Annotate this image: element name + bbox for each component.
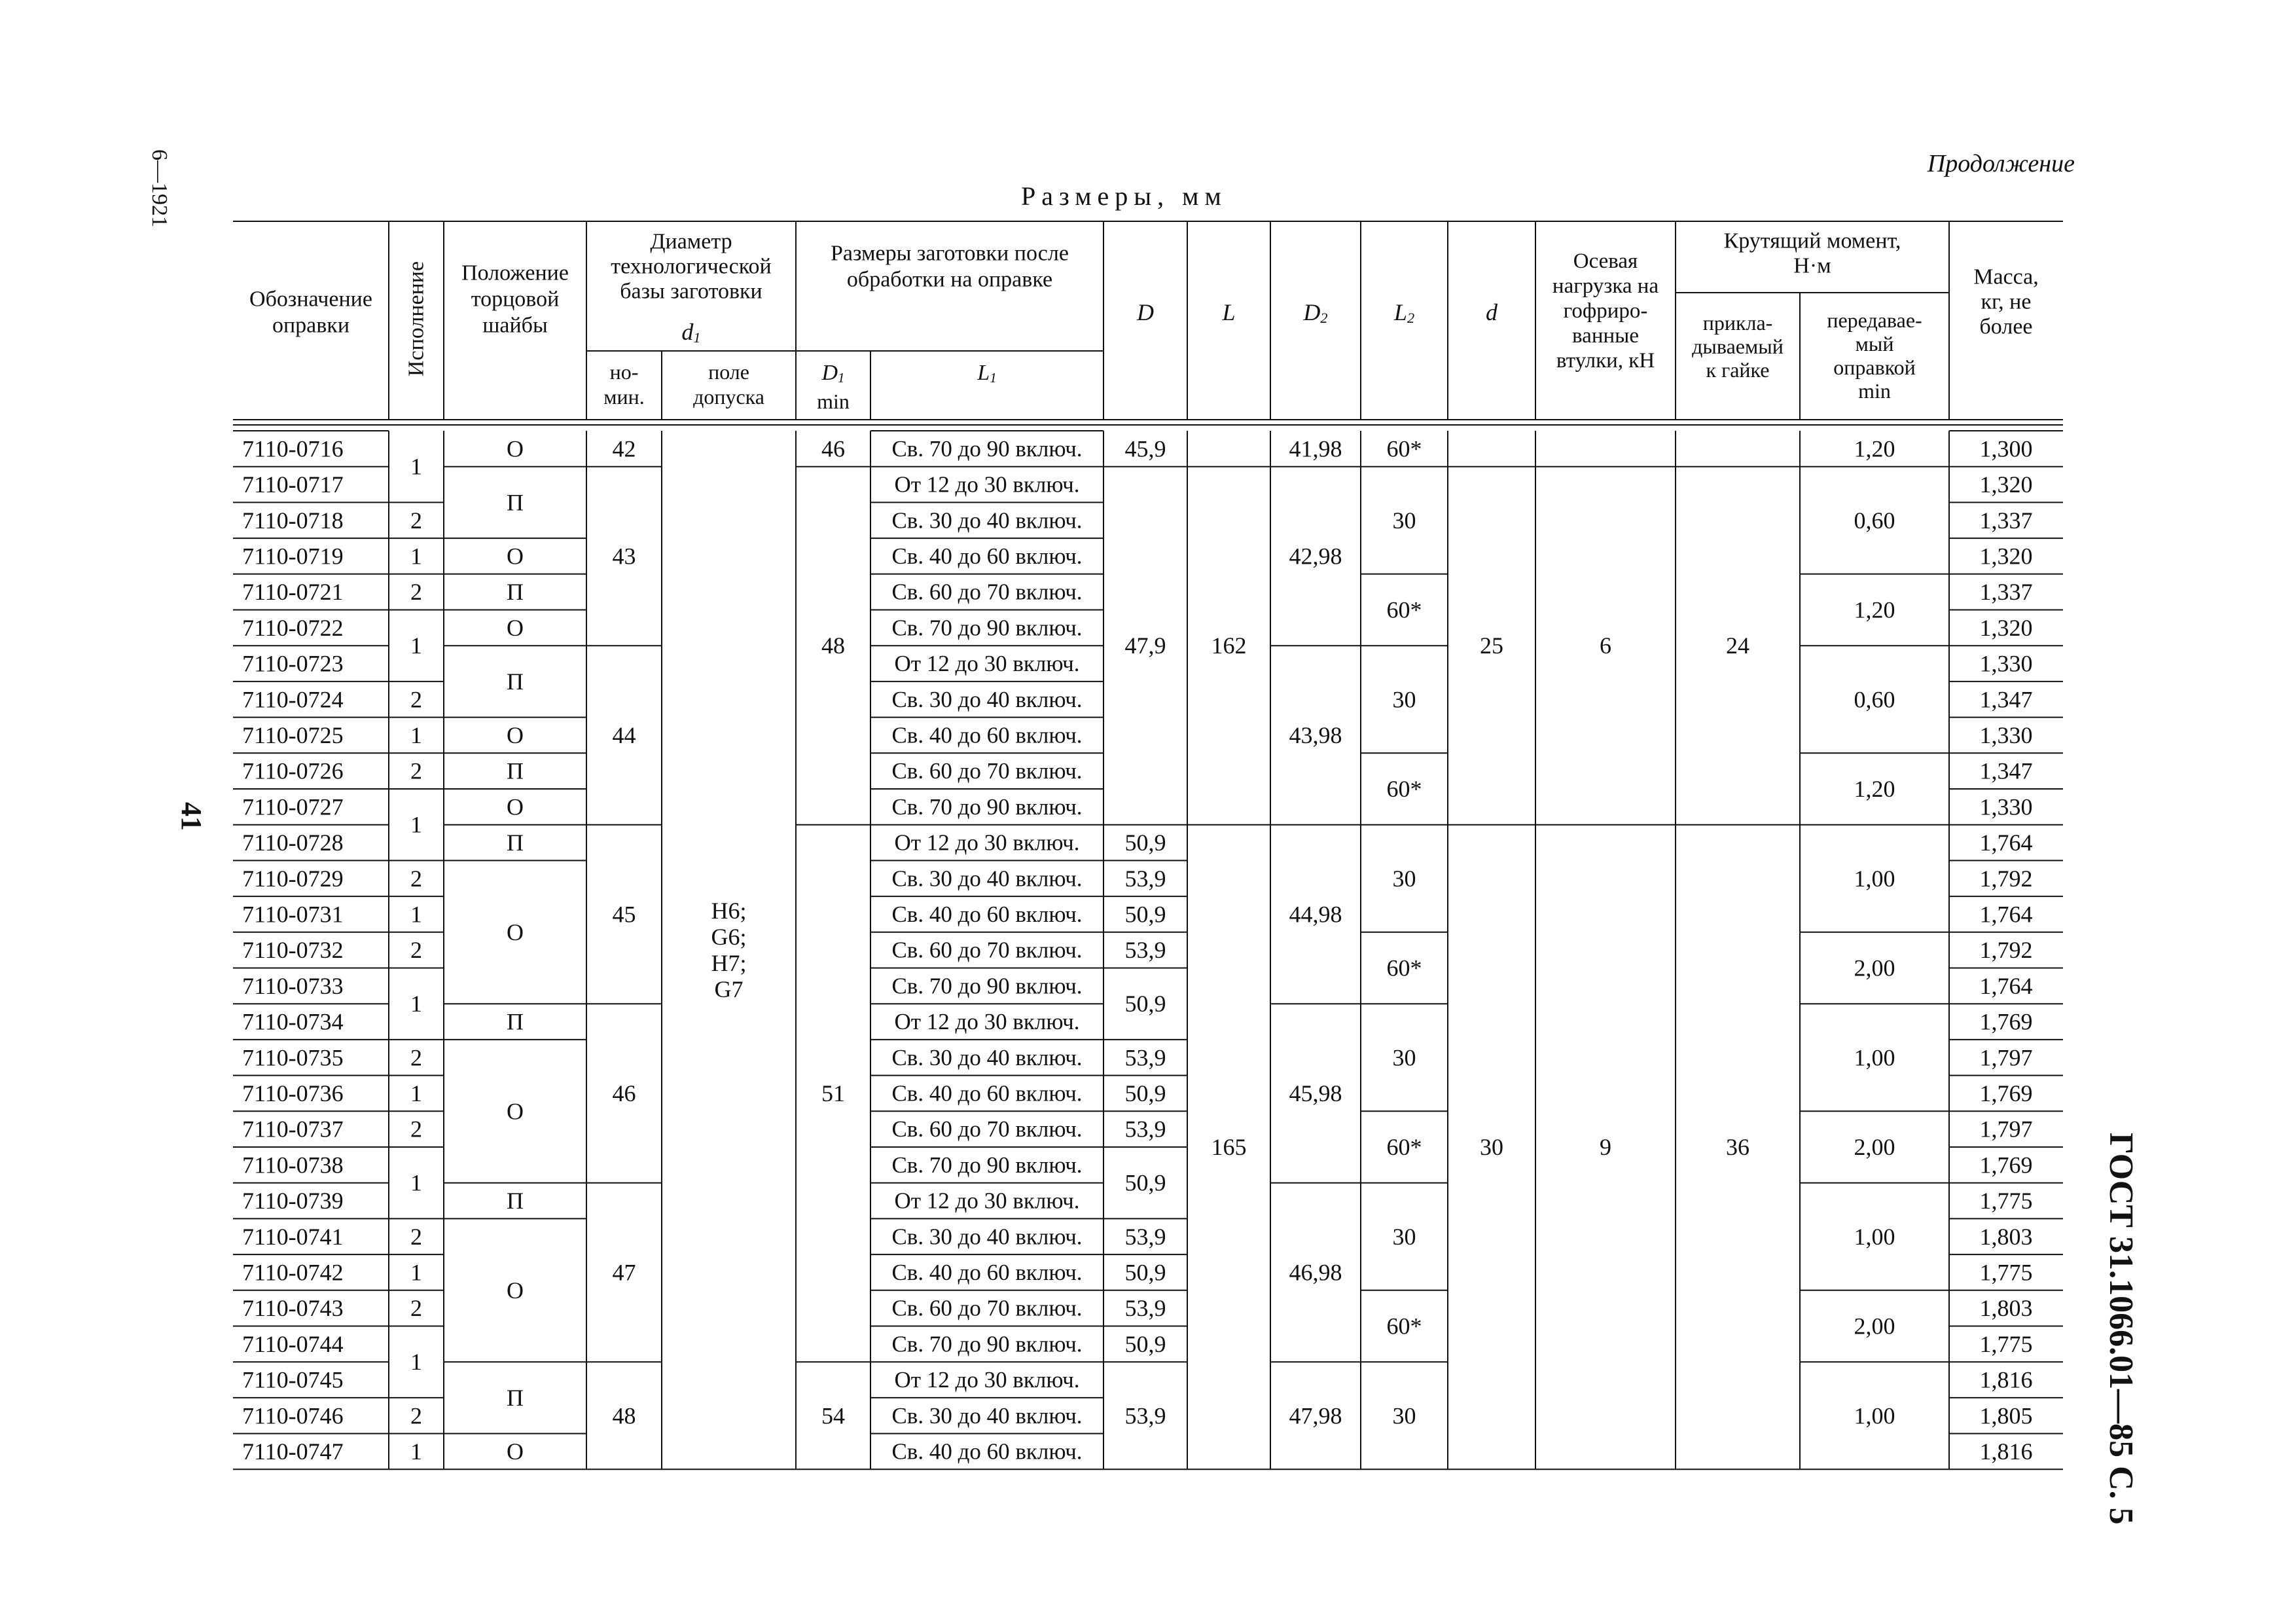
mass-cell: 1,775 xyxy=(1979,1330,2033,1357)
mass-cell: 1,337 xyxy=(1979,507,2033,534)
designation-cell: 7110-0718 xyxy=(242,507,344,534)
designation-cell: 7110-0735 xyxy=(242,1044,344,1071)
header-washer: Положение xyxy=(461,261,569,285)
header-torque-transmitted: мый xyxy=(1855,332,1894,356)
L2-cell: 60* xyxy=(1386,776,1422,802)
D-cell: 53,9 xyxy=(1124,865,1166,892)
execution-cell: 2 xyxy=(410,757,422,784)
execution-cell: 1 xyxy=(410,543,422,570)
mass-cell: 1,320 xyxy=(1979,471,2033,498)
l1-range-cell: От 12 до 30 включ. xyxy=(894,1367,1080,1393)
header-axial-load: нагрузка на xyxy=(1552,274,1659,298)
washer-cell: П xyxy=(507,1188,524,1214)
header-execution: Исполнение xyxy=(404,261,429,377)
designation-cell: 7110-0731 xyxy=(242,901,344,928)
d1-tolerance-cell: G6; xyxy=(711,924,747,951)
washer-cell: О xyxy=(507,793,524,820)
header-axial-load: Осевая xyxy=(1573,249,1638,273)
torque-transmitted-cell: 1,20 xyxy=(1854,435,1895,462)
header-washer: шайбы xyxy=(482,313,548,338)
L2-cell: 60* xyxy=(1386,955,1422,981)
execution-cell: 1 xyxy=(410,1349,422,1376)
designation-cell: 7110-0725 xyxy=(242,721,344,748)
torque-transmitted-cell: 1,20 xyxy=(1854,776,1895,802)
mass-cell: 1,792 xyxy=(1979,937,2033,964)
designation-cell: 7110-0743 xyxy=(242,1295,344,1322)
designation-cell: 7110-0747 xyxy=(242,1438,344,1465)
d1-nominal-cell: 44 xyxy=(612,721,636,748)
D-cell: 45,9 xyxy=(1124,435,1166,462)
header-axial-load: ванные xyxy=(1572,324,1639,348)
D-cell: 50,9 xyxy=(1124,1080,1166,1106)
designation-cell: 7110-0737 xyxy=(242,1116,344,1142)
designation-cell: 7110-0734 xyxy=(242,1008,344,1035)
washer-cell: О xyxy=(507,543,524,570)
mass-cell: 1,330 xyxy=(1979,721,2033,748)
d1-nominal-cell: 46 xyxy=(612,1080,636,1106)
mass-cell: 1,816 xyxy=(1979,1438,2033,1465)
dimensions-table xyxy=(233,221,2063,1484)
l1-range-cell: Св. 70 до 90 включ. xyxy=(891,435,1083,462)
header-designation: оправки xyxy=(272,313,350,338)
d1-nominal-cell: 42 xyxy=(612,435,636,462)
D2-cell: 44,98 xyxy=(1289,901,1342,928)
header-blank-size: Размеры заготовки после xyxy=(831,241,1069,266)
l1-range-cell: Св. 40 до 60 включ. xyxy=(891,1259,1083,1285)
D2-cell: 47,98 xyxy=(1289,1402,1342,1429)
gost-label: ГОСТ 31.1066.01—85 С. 5 xyxy=(2102,1133,2140,1525)
designation-cell: 7110-0732 xyxy=(242,937,344,964)
D-cell: 50,9 xyxy=(1124,1169,1166,1196)
mass-cell: 1,775 xyxy=(1979,1188,2033,1214)
l1-range-cell: Св. 40 до 60 включ. xyxy=(891,1438,1083,1465)
washer-cell: О xyxy=(507,435,524,462)
l1-range-cell: От 12 до 30 включ. xyxy=(894,651,1080,677)
execution-cell: 1 xyxy=(410,453,422,480)
execution-cell: 1 xyxy=(410,721,422,748)
header-base-diameter: Диаметр xyxy=(650,229,732,254)
L2-cell: 60* xyxy=(1386,1134,1422,1160)
designation-cell: 7110-0726 xyxy=(242,757,344,784)
header-blank-size: обработки на оправке xyxy=(846,267,1053,292)
mass-cell: 1,775 xyxy=(1979,1259,2033,1286)
designation-cell: 7110-0721 xyxy=(242,579,344,606)
D2-cell: 45,98 xyxy=(1289,1080,1342,1106)
mass-cell: 1,330 xyxy=(1979,793,2033,820)
D2-cell: 42,98 xyxy=(1289,543,1342,570)
torque-transmitted-cell: 0,60 xyxy=(1854,507,1895,534)
l1-range-cell: Св. 70 до 90 включ. xyxy=(891,793,1083,820)
D-cell: 50,9 xyxy=(1124,1330,1166,1357)
header-torque-transmitted: передавае- xyxy=(1827,308,1922,332)
L2-cell: 30 xyxy=(1392,865,1416,892)
l1-range-cell: Св. 60 до 70 включ. xyxy=(891,1116,1083,1142)
l1-range-cell: От 12 до 30 включ. xyxy=(894,830,1080,856)
l1-range-cell: Св. 30 до 40 включ. xyxy=(891,866,1083,892)
execution-cell: 2 xyxy=(410,1044,422,1071)
l1-range-cell: От 12 до 30 включ. xyxy=(894,1188,1080,1214)
header-base-diameter: базы заготовки xyxy=(620,279,762,304)
continuation-label: Продолжение xyxy=(1927,150,2075,177)
header-D1-min: min xyxy=(817,390,850,413)
designation-cell: 7110-0742 xyxy=(242,1259,344,1286)
page-number: 41 xyxy=(175,802,207,831)
execution-cell: 1 xyxy=(410,1080,422,1106)
l1-range-cell: Св. 70 до 90 включ. xyxy=(891,1152,1083,1178)
designation-cell: 7110-0724 xyxy=(242,686,344,713)
mass-cell: 1,769 xyxy=(1979,1008,2033,1035)
D2-cell: 43,98 xyxy=(1289,721,1342,748)
sheet-mark: 6—1921 xyxy=(147,149,171,227)
designation-cell: 7110-0739 xyxy=(242,1188,344,1214)
header-axial-load: втулки, кН xyxy=(1556,349,1655,373)
torque-transmitted-cell: 1,00 xyxy=(1854,865,1895,892)
d1-tolerance-cell: G7 xyxy=(714,976,744,1003)
washer-cell: П xyxy=(507,668,524,695)
header-mass: более xyxy=(1979,314,2033,339)
designation-cell: 7110-0738 xyxy=(242,1152,344,1178)
header-axial-load: гофриро- xyxy=(1563,299,1648,323)
l1-range-cell: От 12 до 30 включ. xyxy=(894,1009,1080,1035)
execution-cell: 1 xyxy=(410,1438,422,1465)
torque-transmitted-cell: 1,20 xyxy=(1854,596,1895,623)
designation-cell: 7110-0719 xyxy=(242,543,344,570)
mass-cell: 1,320 xyxy=(1979,543,2033,570)
mass-cell: 1,805 xyxy=(1979,1402,2033,1429)
washer-cell: П xyxy=(507,757,524,784)
mass-cell: 1,803 xyxy=(1979,1223,2033,1250)
D-cell: 53,9 xyxy=(1124,1044,1166,1071)
header-L2: $L_2$ xyxy=(1393,299,1415,326)
l1-range-cell: Св. 40 до 60 включ. xyxy=(891,543,1083,569)
d1-min-cell: 51 xyxy=(821,1080,845,1106)
torque-transmitted-cell: 0,60 xyxy=(1854,686,1895,713)
mass-cell: 1,797 xyxy=(1979,1044,2033,1071)
header-torque-applied: прикла- xyxy=(1702,311,1773,335)
mass-cell: 1,764 xyxy=(1979,972,2033,999)
mass-cell: 1,347 xyxy=(1979,757,2033,784)
execution-cell: 2 xyxy=(410,686,422,713)
header-torque-applied: к гайке xyxy=(1706,358,1770,382)
washer-cell: П xyxy=(507,830,524,856)
D-cell: 53,9 xyxy=(1124,1116,1166,1142)
l1-range-cell: Св. 40 до 60 включ. xyxy=(891,722,1083,748)
L-cell: 162 xyxy=(1211,632,1247,659)
washer-cell: О xyxy=(507,1277,524,1304)
D-cell: 50,9 xyxy=(1124,901,1166,928)
torque-applied-cell: 36 xyxy=(1726,1134,1749,1160)
D-cell: 47,9 xyxy=(1124,632,1166,659)
designation-cell: 7110-0729 xyxy=(242,865,344,892)
d1-nominal-cell: 47 xyxy=(612,1259,636,1286)
D-cell: 53,9 xyxy=(1124,1223,1166,1250)
designation-cell: 7110-0745 xyxy=(242,1366,344,1393)
mass-cell: 1,803 xyxy=(1979,1295,2033,1322)
torque-transmitted-cell: 2,00 xyxy=(1854,1313,1895,1340)
mass-cell: 1,337 xyxy=(1979,579,2033,606)
header-D1-symbol: $D_1$ xyxy=(821,360,845,386)
L2-cell: 30 xyxy=(1392,507,1416,534)
designation-cell: 7110-0744 xyxy=(242,1330,344,1357)
washer-cell: П xyxy=(507,1008,524,1035)
L2-cell: 30 xyxy=(1392,1044,1416,1071)
l1-range-cell: Св. 60 до 70 включ. xyxy=(891,758,1083,784)
L2-cell: 30 xyxy=(1392,1402,1416,1429)
execution-cell: 1 xyxy=(410,1259,422,1286)
header-torque: Н·м xyxy=(1793,253,1831,278)
header-designation: Обозначение xyxy=(249,287,372,312)
header-mass: кг, не xyxy=(1981,289,2032,314)
L2-cell: 30 xyxy=(1392,1223,1416,1250)
header-d1-symbol: $d_1$ xyxy=(681,319,701,346)
header-mass: Масса, xyxy=(1973,264,2039,289)
mass-cell: 1,769 xyxy=(1979,1080,2033,1106)
d1-min-cell: 46 xyxy=(821,435,845,462)
header-torque: Крутящий момент, xyxy=(1723,228,1901,253)
d1-min-cell: 54 xyxy=(821,1402,845,1429)
D-cell: 53,9 xyxy=(1124,1402,1166,1429)
D2-cell: 46,98 xyxy=(1289,1259,1342,1286)
torque-applied-cell: 24 xyxy=(1726,632,1749,659)
execution-cell: 1 xyxy=(410,632,422,659)
mass-cell: 1,792 xyxy=(1979,865,2033,892)
header-washer: торцовой xyxy=(471,287,560,312)
d-cell: 30 xyxy=(1480,1134,1503,1160)
mass-cell: 1,769 xyxy=(1979,1152,2033,1178)
d1-tolerance-cell: H6; xyxy=(711,898,747,924)
l1-range-cell: Св. 30 до 40 включ. xyxy=(891,1224,1083,1250)
l1-range-cell: Св. 60 до 70 включ. xyxy=(891,579,1083,605)
designation-cell: 7110-0717 xyxy=(242,471,344,498)
designation-cell: 7110-0723 xyxy=(242,650,344,677)
header-d: d xyxy=(1486,299,1498,325)
L2-cell: 60* xyxy=(1386,596,1422,623)
header-torque-transmitted: min xyxy=(1858,379,1891,403)
l1-range-cell: Св. 60 до 70 включ. xyxy=(891,1295,1083,1321)
execution-cell: 2 xyxy=(410,507,422,534)
execution-cell: 2 xyxy=(410,579,422,606)
axial-load-cell: 9 xyxy=(1600,1134,1611,1160)
d1-nominal-cell: 45 xyxy=(612,901,636,928)
mass-cell: 1,300 xyxy=(1979,435,2033,462)
l1-range-cell: Св. 30 до 40 включ. xyxy=(891,1044,1083,1070)
mass-cell: 1,816 xyxy=(1979,1366,2033,1393)
header-d1-nominal: мин. xyxy=(603,385,645,409)
header-torque-transmitted: оправкой xyxy=(1833,356,1916,379)
header-torque-applied: дываемый xyxy=(1692,335,1784,358)
header-L1-symbol: $L_1$ xyxy=(977,360,997,386)
torque-transmitted-cell: 2,00 xyxy=(1854,1134,1895,1160)
D2-cell: 41,98 xyxy=(1289,435,1342,462)
header-D2: $D_2$ xyxy=(1303,299,1328,326)
mass-cell: 1,347 xyxy=(1979,686,2033,713)
D-cell: 50,9 xyxy=(1124,991,1166,1017)
washer-cell: О xyxy=(507,919,524,945)
d1-tolerance-cell: H7; xyxy=(711,950,747,977)
axial-load-cell: 6 xyxy=(1600,632,1611,659)
designation-cell: 7110-0733 xyxy=(242,972,344,999)
l1-range-cell: Св. 70 до 90 включ. xyxy=(891,973,1083,999)
washer-cell: О xyxy=(507,1438,524,1465)
execution-cell: 2 xyxy=(410,1295,422,1322)
torque-transmitted-cell: 1,00 xyxy=(1854,1044,1895,1071)
washer-cell: О xyxy=(507,721,524,748)
dimensions-table-grid xyxy=(233,221,2063,1484)
mass-cell: 1,320 xyxy=(1979,614,2033,641)
L-cell: 165 xyxy=(1211,1134,1247,1160)
execution-cell: 2 xyxy=(410,1223,422,1250)
L2-cell: 60* xyxy=(1386,435,1422,462)
designation-cell: 7110-0728 xyxy=(242,830,344,856)
execution-cell: 2 xyxy=(410,937,422,964)
l1-range-cell: Св. 70 до 90 включ. xyxy=(891,615,1083,641)
header-d1-tolerance: поле xyxy=(708,360,749,384)
header-d1-tolerance: допуска xyxy=(693,385,764,409)
l1-range-cell: Св. 30 до 40 включ. xyxy=(891,686,1083,712)
l1-range-cell: Св. 40 до 60 включ. xyxy=(891,1080,1083,1106)
torque-transmitted-cell: 1,00 xyxy=(1854,1402,1895,1429)
execution-cell: 1 xyxy=(410,901,422,928)
header-base-diameter: технологической xyxy=(611,254,772,279)
execution-cell: 1 xyxy=(410,1169,422,1196)
d1-nominal-cell: 43 xyxy=(612,543,636,570)
designation-cell: 7110-0736 xyxy=(242,1080,344,1106)
d1-min-cell: 48 xyxy=(821,632,845,659)
washer-cell: П xyxy=(507,489,524,516)
execution-cell: 2 xyxy=(410,1402,422,1429)
washer-cell: О xyxy=(507,614,524,641)
torque-transmitted-cell: 1,00 xyxy=(1854,1223,1895,1250)
units-caption: Размеры, мм xyxy=(1021,181,1227,211)
washer-cell: О xyxy=(507,1098,524,1125)
D-cell: 50,9 xyxy=(1124,1259,1166,1286)
l1-range-cell: Св. 30 до 40 включ. xyxy=(891,507,1083,534)
d1-nominal-cell: 48 xyxy=(612,1402,636,1429)
designation-cell: 7110-0746 xyxy=(242,1402,344,1429)
d-cell: 25 xyxy=(1480,632,1503,659)
mass-cell: 1,797 xyxy=(1979,1116,2033,1142)
mass-cell: 1,330 xyxy=(1979,650,2033,677)
D-cell: 53,9 xyxy=(1124,1295,1166,1322)
washer-cell: П xyxy=(507,579,524,606)
designation-cell: 7110-0727 xyxy=(242,793,344,820)
l1-range-cell: Св. 70 до 90 включ. xyxy=(891,1331,1083,1357)
torque-transmitted-cell: 2,00 xyxy=(1854,955,1895,981)
designation-cell: 7110-0741 xyxy=(242,1223,344,1250)
header-D: D xyxy=(1137,299,1154,325)
designation-cell: 7110-0716 xyxy=(242,435,344,462)
execution-cell: 2 xyxy=(410,865,422,892)
mass-cell: 1,764 xyxy=(1979,901,2033,928)
l1-range-cell: Св. 40 до 60 включ. xyxy=(891,901,1083,927)
L2-cell: 30 xyxy=(1392,686,1416,713)
mass-cell: 1,764 xyxy=(1979,830,2033,856)
execution-cell: 1 xyxy=(410,811,422,838)
execution-cell: 2 xyxy=(410,1116,422,1142)
l1-range-cell: Св. 30 до 40 включ. xyxy=(891,1402,1083,1429)
D-cell: 50,9 xyxy=(1124,830,1166,856)
header-d1-nominal: но- xyxy=(609,360,639,384)
l1-range-cell: От 12 до 30 включ. xyxy=(894,471,1080,498)
execution-cell: 1 xyxy=(410,991,422,1017)
l1-range-cell: Св. 60 до 70 включ. xyxy=(891,937,1083,963)
D-cell: 53,9 xyxy=(1124,937,1166,964)
header-L: L xyxy=(1222,299,1236,325)
L2-cell: 60* xyxy=(1386,1313,1422,1340)
designation-cell: 7110-0722 xyxy=(242,614,344,641)
washer-cell: П xyxy=(507,1384,524,1411)
